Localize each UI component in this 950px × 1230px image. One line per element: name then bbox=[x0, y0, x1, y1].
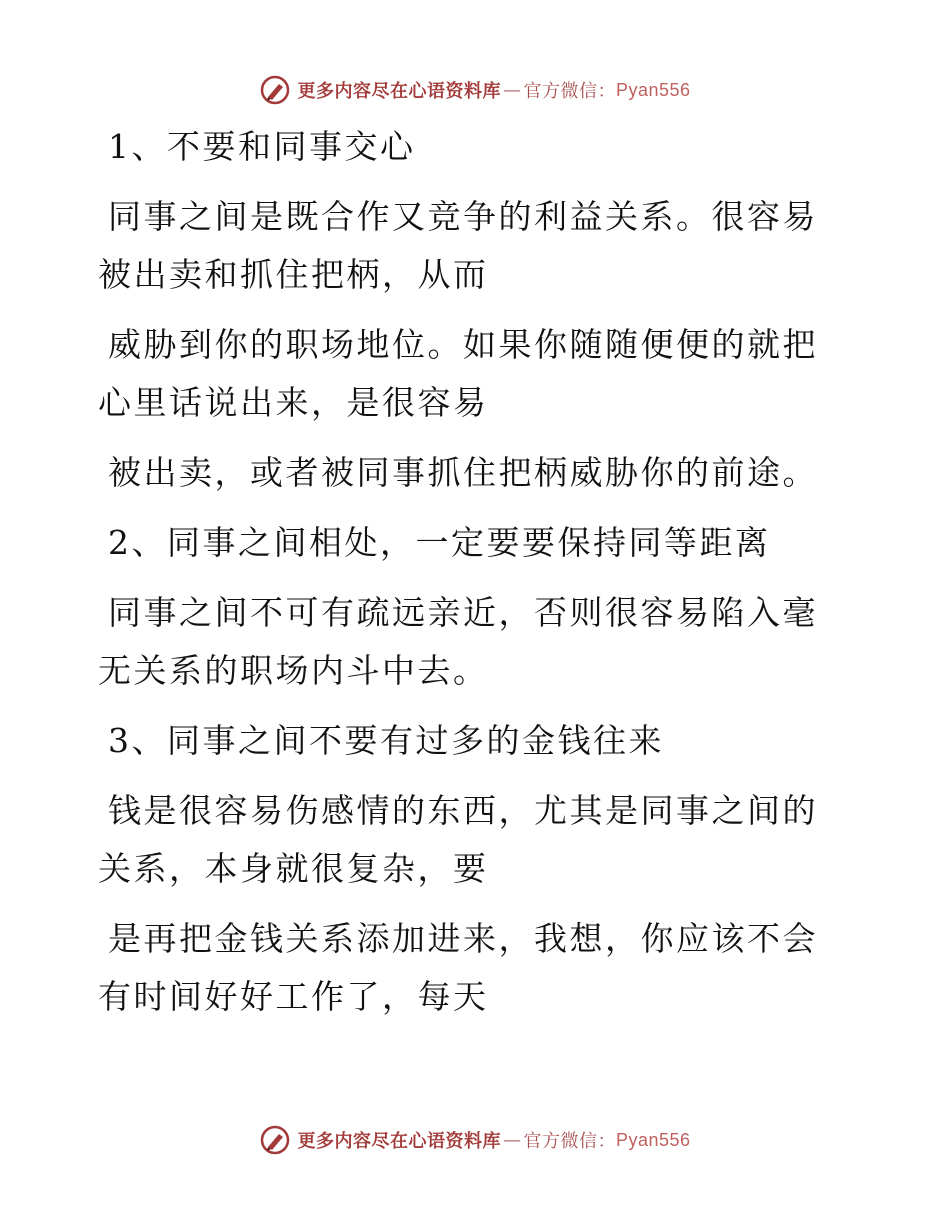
section-heading-2: 2、同事之间相处，一定要要保持同等距离 bbox=[108, 523, 771, 562]
header-watermark bbox=[0, 70, 950, 110]
footer-watermark bbox=[0, 1120, 950, 1160]
pen-logo-icon bbox=[259, 74, 291, 106]
watermark-dash: — bbox=[502, 1129, 522, 1151]
watermark-brand: 更多内容尽在心语资料库 bbox=[297, 81, 501, 102]
paragraph: 被出卖，或者被同事抓住把柄威胁你的前途。 bbox=[108, 453, 818, 492]
watermark-wechat-id: Pyan556 bbox=[615, 79, 691, 100]
watermark-wechat-label: 官方微信： bbox=[523, 81, 616, 102]
paragraph: 同事之间是既合作又竞争的利益关系。很容易被出卖和抓住把柄，从而 bbox=[98, 197, 818, 294]
section-heading-3: 3、同事之间不要有过多的金钱往来 bbox=[108, 721, 664, 760]
paragraph: 同事之间不可有疏远亲近，否则很容易陷入毫无关系的职场内斗中去。 bbox=[98, 593, 818, 690]
section-heading-1: 1、不要和同事交心 bbox=[108, 127, 416, 166]
paragraph: 是再把金钱关系添加进来，我想，你应该不会有时间好好工作了，每天 bbox=[98, 919, 818, 1016]
watermark-wechat-label: 官方微信： bbox=[523, 1131, 616, 1152]
paragraph: 威胁到你的职场地位。如果你随随便便的就把心里话说出来，是很容易 bbox=[98, 325, 818, 422]
document-body bbox=[98, 118, 838, 1038]
paragraph: 钱是很容易伤感情的东西，尤其是同事之间的关系，本身就很复杂，要 bbox=[98, 791, 818, 888]
watermark-wechat-id: Pyan556 bbox=[615, 1129, 691, 1150]
pen-logo-icon bbox=[259, 1124, 291, 1156]
watermark-brand: 更多内容尽在心语资料库 bbox=[297, 1131, 501, 1152]
watermark-dash: — bbox=[502, 79, 522, 101]
